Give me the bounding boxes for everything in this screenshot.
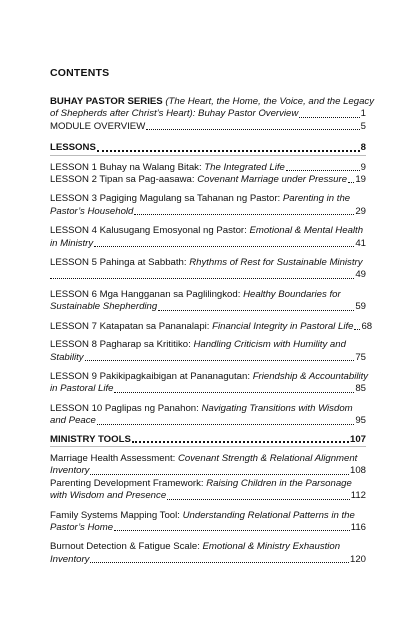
leader-dots xyxy=(134,214,354,215)
leader-dots xyxy=(97,150,360,152)
toc-entry-tool-2[interactable]: Parenting Development Framework: Raising Children in the Parsonage with Wisdom and Presence 112 xyxy=(50,477,366,502)
leader-dots xyxy=(286,170,360,171)
page-number: 120 xyxy=(349,553,366,565)
page-number: 5 xyxy=(360,120,366,132)
leader-dots xyxy=(299,117,359,118)
toc-entry-lesson-1[interactable]: LESSON 1 Buhay na Walang Bitak: The Integrated Life 9 xyxy=(50,161,366,173)
page-number: 41 xyxy=(355,237,366,249)
toc-entry-lesson-4[interactable]: LESSON 4 Kalusugang Emosyonal ng Pastor: Emotional & Mental Health in Ministry 41 xyxy=(50,225,366,249)
toc-section-ministry-tools[interactable] xyxy=(50,434,366,447)
series-subtitle-2: of Shepherds after Christ’s Heart): Buhay Pastor Overview xyxy=(50,108,299,120)
leader-dots xyxy=(114,530,350,531)
page-number: 112 xyxy=(350,490,366,502)
toc-section-lessons[interactable] xyxy=(50,142,366,155)
leader-dots xyxy=(158,310,354,311)
leader-dots xyxy=(85,360,355,361)
page-number: 108 xyxy=(349,465,366,477)
toc-entry-lesson-2[interactable]: LESSON 2 Tipan sa Pag-aasawa: Covenant Marriage under Pressure 19 xyxy=(50,174,366,186)
leader-dots xyxy=(97,424,354,425)
leader-dots xyxy=(146,129,359,130)
page-number: 29 xyxy=(355,205,366,217)
page-number: 85 xyxy=(355,383,366,395)
page-number: 59 xyxy=(355,301,366,313)
page-number: 9 xyxy=(360,161,366,173)
toc-entry-lesson-5[interactable]: LESSON 5 Pahinga at Sabbath: Rhythms of Rest for Sustainable Ministry 49 xyxy=(50,257,366,281)
leader-dots xyxy=(90,562,349,563)
page-number: 8 xyxy=(360,142,366,154)
entry-title: MODULE OVERVIEW xyxy=(50,120,146,132)
toc-entry-lesson-3[interactable]: LESSON 3 Pagiging Magulang sa Tahanan ng Pastor: Parenting in the Pastor’s Household 29 xyxy=(50,193,366,217)
leader-dots xyxy=(132,441,349,443)
leader-dots xyxy=(167,499,350,500)
toc-entry-lesson-6[interactable]: LESSON 6 Mga Hangganan sa Paglilingkod: Healthy Boundaries for Sustainable Shepherding 59 xyxy=(50,288,366,313)
toc-entry-lesson-9[interactable]: LESSON 9 Pakikipagkaibigan at Pananagutan: Friendship & Accountability in Pastoral Life 85 xyxy=(50,370,369,395)
section-title: LESSONS xyxy=(50,142,96,154)
leader-dots xyxy=(94,246,354,247)
toc-entry-module-overview[interactable] xyxy=(50,121,366,133)
toc-entry-lesson-8[interactable]: LESSON 8 Pagharap sa Krititiko: Handling Criticism with Humility and Stability 75 xyxy=(50,339,366,363)
leader-dots xyxy=(90,474,349,475)
leader-dots xyxy=(114,392,354,393)
leader-dots xyxy=(348,182,354,183)
page-number: 1 xyxy=(360,108,366,120)
leader-dots xyxy=(50,278,354,279)
toc-entry-tool-3[interactable]: Family Systems Mapping Tool: Understanding Relational Patterns in the Pastor’s Home 116 xyxy=(50,509,366,533)
page-number: 19 xyxy=(355,174,366,186)
toc-heading: CONTENTS xyxy=(50,67,110,79)
toc-entry-series[interactable] xyxy=(50,96,375,121)
leader-dots xyxy=(354,329,360,330)
series-title: BUHAY PASTOR SERIES xyxy=(50,96,163,107)
toc-entry-tool-4[interactable]: Burnout Detection & Fatigue Scale: Emotional & Ministry Exhaustion Inventory 120 xyxy=(50,541,366,565)
page-number: 75 xyxy=(355,351,366,363)
toc-entry-lesson-7[interactable]: LESSON 7 Katapatan sa Pananalapi: Financial Integrity in Pastoral Life 68 xyxy=(50,320,373,332)
page-number: 68 xyxy=(361,320,373,332)
toc-entry-lesson-10[interactable]: LESSON 10 Paglipas ng Panahon: Navigating Transitions with Wisdom and Peace 95 xyxy=(50,402,366,427)
section-title: MINISTRY TOOLS xyxy=(50,433,131,445)
toc-list xyxy=(50,96,375,566)
series-subtitle-1: (The Heart, the Home, the Voice, and the Legacy xyxy=(162,96,375,107)
page-number: 95 xyxy=(355,415,366,427)
toc-entry-tool-1[interactable]: Marriage Health Assessment: Covenant Strength & Relational Alignment Inventory 108 xyxy=(50,452,366,477)
page-number: 116 xyxy=(350,521,366,533)
page-number: 49 xyxy=(355,269,366,281)
page-number: 107 xyxy=(349,433,366,445)
